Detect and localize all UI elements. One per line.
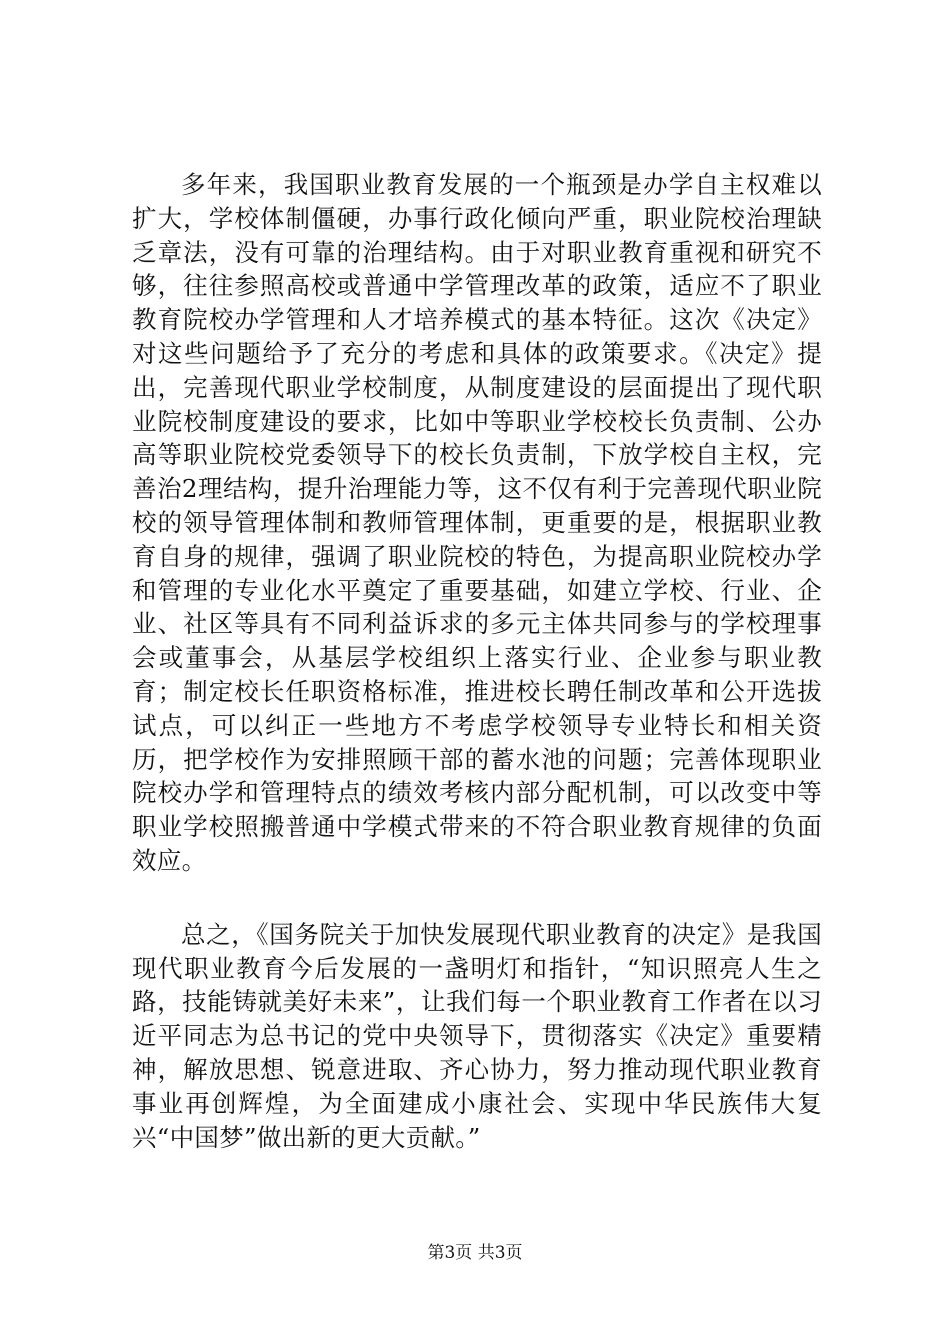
body-paragraph-1: 多年来，我国职业教育发展的一个瓶颈是办学自主权难以扩大，学校体制僵硬，办事行政化倾向严重，职业院校治理缺乏章法，没有可靠的治理结构。由于对职业教育重视和研究不够，往往参照高校或普通中学管理改革的政策，适应不了职业教育院校办学管理和人才培养模式的基本特征。这次《决定》对这些问题给予了充分的考虑和具体的政策要求。《决定》提出，完善现代职业学校制度，从制度建设的层面提出了现代职业院校制度建设的要求，比如中等职业学校校长负责制、公办高等职业院校党委领导下的校长负责制，下放学校自主权，完善治2理结构，提升治理能力等，这不仅有利于完善现代职业院校的领导管理体制和教师管理体制，更重要的是，根据职业教育自身的规律，强调了职业院校的特色，为提高职业院校办学和管理的专业化水平奠定了重要基础，如建立学校、行业、企业、社区等具有不同利益诉求的多元主体共同参与的学校理事会或董事会，从基层学校组织上落实行业、企业参与职业教育；制定校长任职资格标准，推进校长聘任制改革和公开选拔试点，可以纠正一些地方不考虑学校领导专业特长和相关资历，把学校作为安排照顾干部的蓄水池的问题；完善体现职业院校办学和管理特点的绩效考核内部分配机制，可以改变中等职业学校照搬普通中学模式带来的不符合职业教育规律的负面效应。: [132, 170, 822, 875]
body-paragraph-2: 总之，《国务院关于加快发展现代职业教育的决定》是我国现代职业教育今后发展的一盏明灯和指针，“知识照亮人生之路，技能铸就美好未来”，让我们每一个职业教育工作者在以习近平同志为总书记的党中央领导下，贯彻落实《决定》重要精神，解放思想、锐意进取、齐心协力，努力推动现代职业教育事业再创辉煌，为全面建成小康社会、实现中华民族伟大复兴“中国梦”做出新的更大贡献。”: [132, 919, 822, 1152]
page-footer: 第3页 共3页: [427, 1243, 523, 1263]
document-body: [132, 168, 822, 1154]
